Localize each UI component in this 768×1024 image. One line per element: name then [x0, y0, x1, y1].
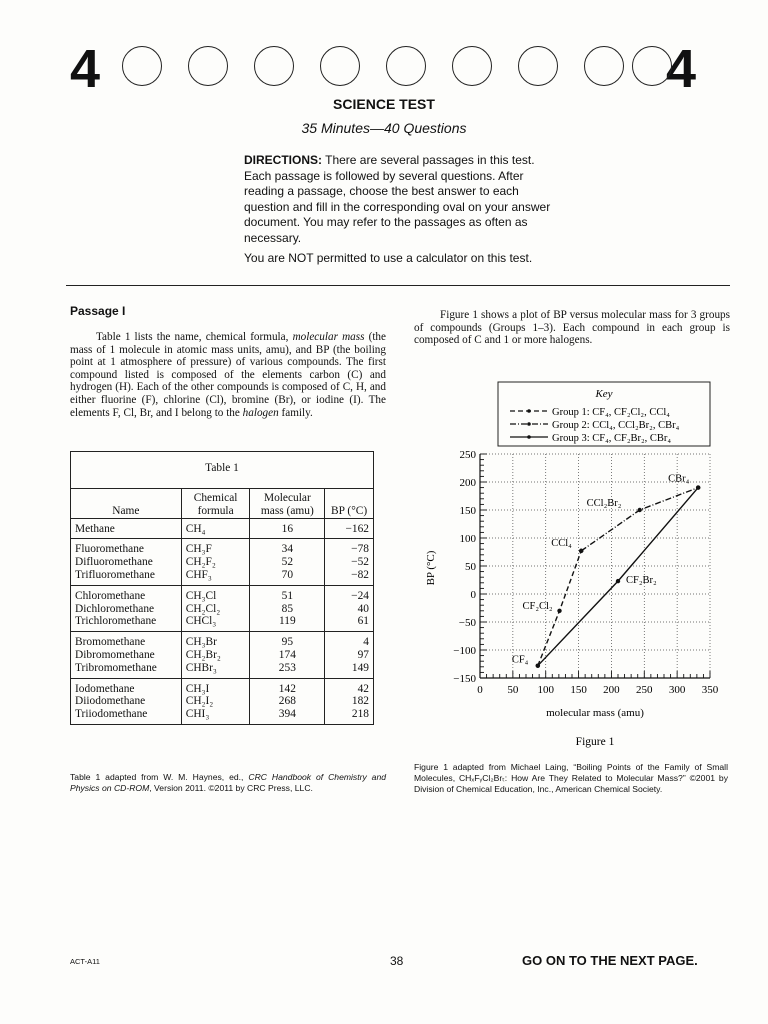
figure-title: Figure 1 [575, 736, 615, 748]
cell-bp-line: 218 [351, 708, 369, 721]
header-divider [66, 285, 730, 286]
cell-mass-line: 95 [281, 636, 294, 649]
y-tick-label: 0 [470, 589, 476, 601]
oval-icon [632, 46, 672, 86]
cell-name-line: Tribromomethane [75, 661, 157, 674]
col-header-mass: Molecular mass (amu) [250, 489, 325, 519]
test-title: SCIENCE TEST [333, 96, 435, 112]
data-point [557, 609, 561, 613]
cell-bp-line: 4 [363, 636, 369, 649]
chart-series [536, 485, 701, 667]
cell-name-line: Iodomethane [75, 682, 135, 695]
cell-bp-line: 40 [357, 602, 369, 615]
table-source [70, 772, 386, 794]
x-tick-label: 200 [603, 684, 620, 696]
intro-term-halogen: halogen [242, 406, 279, 419]
cell-bp-line: −24 [351, 589, 369, 602]
cell-mass-line: 34 [281, 543, 294, 556]
chart-labels [425, 449, 719, 748]
cell-formula-line: CH₃F [185, 543, 212, 556]
y-axis-label: BP (°C) [425, 550, 437, 586]
table-source-text-1: Table 1 adapted from W. M. Haynes, ed., [70, 772, 249, 782]
y-tick-label: 50 [465, 561, 476, 573]
cell-mass [250, 632, 325, 678]
legend-label: Group 1: CF₄, CF₂Cl₂, CCl₄ [552, 407, 670, 418]
cell-bp [325, 632, 374, 678]
x-tick-label: 100 [537, 684, 554, 696]
cell-formula [181, 585, 250, 631]
point-label: CBr₄ [668, 473, 690, 485]
directions [244, 153, 560, 246]
x-tick-label: 50 [507, 684, 519, 696]
table-source-text-2: , Version 2011. ©2011 by CRC Press, LLC. [149, 783, 313, 793]
point-label: CCl₂Br₂ [586, 498, 622, 509]
point-label: CF₂Br₂ [626, 575, 657, 587]
y-tick-label: −100 [453, 645, 476, 657]
cell-name [71, 585, 182, 631]
figure-caption: Figure 1 adapted from Michael Laing, “Boiling Points of the Family of Small Molecules, CHₓFᵧCl₂Brₜ: How Are They Related to Molecular Mass?” ©2001 by Division of Chemical Education, Inc., American Chemical Society. [414, 762, 728, 794]
passage-intro [70, 331, 386, 419]
cell-mass-line: 174 [278, 648, 296, 661]
x-tick-label: 350 [701, 684, 719, 696]
cell-bp-line: 61 [357, 615, 369, 628]
x-tick-label: 300 [668, 684, 686, 696]
oval-icon [518, 46, 558, 86]
intro-text-2: (the mass of 1 molecule in atomic mass units, amu), and BP (the boiling point at 1 atmosphere of pressure) of various compounds. The first compound listed is composed of the elements carbon (C) and hydrogen (H). Each of the other compounds is composed of C, H, and either fluorine (F), chlorine (Cl), bromine (Br), or iodine (I). The elements F, Cl, Br, and I belong to the [70, 331, 386, 419]
oval-icon [320, 46, 360, 86]
cell-name-line: Diiodomethane [75, 695, 146, 708]
cell-name-line: Fluoromethane [75, 543, 144, 556]
cell-name-line: Trichloromethane [75, 615, 157, 628]
cell-name [71, 678, 182, 724]
table-1 [70, 451, 374, 725]
cell-bp-line: −52 [351, 556, 369, 569]
cell-formula-line: CH₃I [185, 682, 210, 695]
x-tick-label: 250 [636, 684, 653, 696]
cell-formula [181, 539, 250, 585]
cell-name-line: Trifluoromethane [75, 568, 155, 581]
cell-name-line: Dibromomethane [75, 648, 155, 661]
cell-formula-line: CHF₃ [185, 568, 212, 581]
directions-label: DIRECTIONS: [244, 153, 322, 167]
cell-mass-line: 16 [281, 522, 294, 535]
point-label: CF₄ [511, 654, 529, 666]
y-tick-label: −50 [458, 617, 476, 629]
cell-bp-line: 149 [351, 661, 369, 674]
col-header-name: Name [71, 489, 182, 519]
passage-heading: Passage I [70, 304, 126, 318]
table-row [71, 585, 374, 631]
x-tick-label: 150 [570, 684, 587, 696]
data-point [579, 549, 583, 553]
cell-formula-line: CH₄ [185, 522, 206, 535]
section-number-right: 4 [666, 39, 697, 99]
intro-text-1: Table 1 lists the name, chemical formula, [96, 331, 293, 343]
cell-name [71, 632, 182, 678]
table-row [71, 539, 374, 585]
cell-mass-line: 70 [281, 568, 294, 581]
footer-code: ACT-A11 [70, 957, 100, 966]
cell-formula [181, 518, 250, 539]
cell-formula [181, 632, 250, 678]
calculator-note: You are NOT permitted to use a calculator on this test. [244, 251, 533, 265]
cell-mass [250, 678, 325, 724]
table-row [71, 678, 374, 724]
y-tick-label: 200 [459, 477, 476, 489]
series-line [538, 488, 698, 666]
y-tick-label: 150 [459, 505, 476, 517]
data-point [536, 663, 540, 667]
cell-name-line: Difluoromethane [75, 556, 153, 569]
table-row [71, 632, 374, 678]
directions-text: There are several passages in this test. Each passage is followed by several questions. After reading a passage, choose the best answer to each question and fill in the corresponding oval on your answer document. You may refer to the passages as often as necessary. [244, 153, 551, 245]
legend-title: Key [595, 388, 613, 400]
cell-formula-line: CHBr₃ [185, 661, 217, 674]
cell-mass-line: 268 [278, 695, 296, 708]
cell-name-line: Bromomethane [75, 636, 146, 649]
cell-mass [250, 585, 325, 631]
cell-mass-line: 119 [279, 615, 296, 628]
oval-icon [452, 46, 492, 86]
point-label: CF₂Cl₂ [522, 600, 553, 612]
point-label: CCl₄ [551, 537, 572, 549]
oval-icon [584, 46, 624, 86]
cell-mass-line: 142 [278, 682, 296, 695]
legend-marker [527, 422, 531, 426]
legend-marker [527, 435, 531, 439]
col-header-formula: Chemical formula [181, 489, 250, 519]
legend-label: Group 2: CCl₄, CCl₂Br₂, CBr₄ [552, 420, 680, 431]
cell-bp [325, 678, 374, 724]
table-body [71, 518, 374, 724]
oval-icon [122, 46, 162, 86]
cell-mass-line: 253 [278, 661, 296, 674]
cell-bp-line: −82 [351, 568, 369, 581]
cell-name-line: Methane [75, 522, 115, 535]
figure-1 [410, 378, 730, 758]
cell-bp-line: −162 [345, 522, 369, 535]
table-source-title: CRC Handbook of Chemistry and Physics on CD-ROM [70, 772, 387, 793]
cell-formula-line: CH₂I₂ [185, 695, 214, 708]
cell-name-line: Chloromethane [75, 589, 146, 602]
cell-bp-line: 97 [357, 648, 369, 661]
figure-intro: Figure 1 shows a plot of BP versus molecular mass for 3 groups of compounds (Groups 1–3). Each compound in each group is composed of C and 1 or more halogens. [414, 309, 730, 347]
x-axis-label: molecular mass (amu) [546, 707, 644, 719]
cell-formula-line: CH₂Cl₂ [185, 602, 221, 615]
data-point [616, 579, 620, 583]
cell-formula [181, 678, 250, 724]
x-tick-label: 0 [477, 684, 483, 696]
cell-bp [325, 539, 374, 585]
cell-name-line: Triiodomethane [75, 708, 148, 721]
col-header-bp: BP (°C) [325, 489, 374, 519]
legend-label: Group 3: CF₄, CF₂Br₂, CBr₄ [552, 433, 672, 444]
test-subtitle: 35 Minutes—40 Questions [301, 120, 467, 136]
legend [498, 382, 710, 446]
cell-mass-line: 394 [278, 708, 296, 721]
cell-name [71, 539, 182, 585]
cell-bp [325, 518, 374, 539]
oval-icon [188, 46, 228, 86]
cell-mass [250, 518, 325, 539]
y-tick-label: 250 [459, 449, 476, 461]
cell-mass-line: 51 [281, 589, 294, 602]
oval-icon [254, 46, 294, 86]
oval-icon [386, 46, 426, 86]
cell-formula-line: CH₂F₂ [185, 556, 216, 569]
intro-term-molecular-mass: molecular mass [292, 331, 365, 343]
table-title: Table 1 [71, 452, 374, 489]
section-number-left: 4 [70, 39, 101, 99]
y-tick-label: 100 [459, 533, 476, 545]
next-page-note: GO ON TO THE NEXT PAGE. [522, 953, 698, 968]
cell-bp-line: 182 [351, 695, 369, 708]
cell-name [71, 518, 182, 539]
legend-marker [527, 409, 531, 413]
data-point [696, 485, 700, 489]
cell-mass-line: 52 [281, 556, 294, 569]
cell-name-line: Dichloromethane [75, 602, 155, 615]
cell-mass [250, 539, 325, 585]
cell-formula-line: CHI₃ [185, 708, 210, 721]
page-number: 38 [390, 954, 404, 968]
cell-mass-line: 85 [281, 602, 294, 615]
cell-formula-line: CH₃Cl [185, 589, 217, 602]
table-row [71, 518, 374, 539]
data-point [637, 508, 641, 512]
cell-formula-line: CH₂Br₂ [185, 648, 221, 661]
cell-bp-line: 42 [357, 682, 369, 695]
chart-grid [480, 454, 710, 678]
cell-formula-line: CHCl₃ [185, 615, 217, 628]
intro-text-3: family. [278, 406, 313, 419]
y-tick-label: −150 [453, 673, 476, 685]
cell-bp [325, 585, 374, 631]
cell-bp-line: −78 [351, 543, 369, 556]
cell-formula-line: CH₃Br [185, 636, 217, 649]
